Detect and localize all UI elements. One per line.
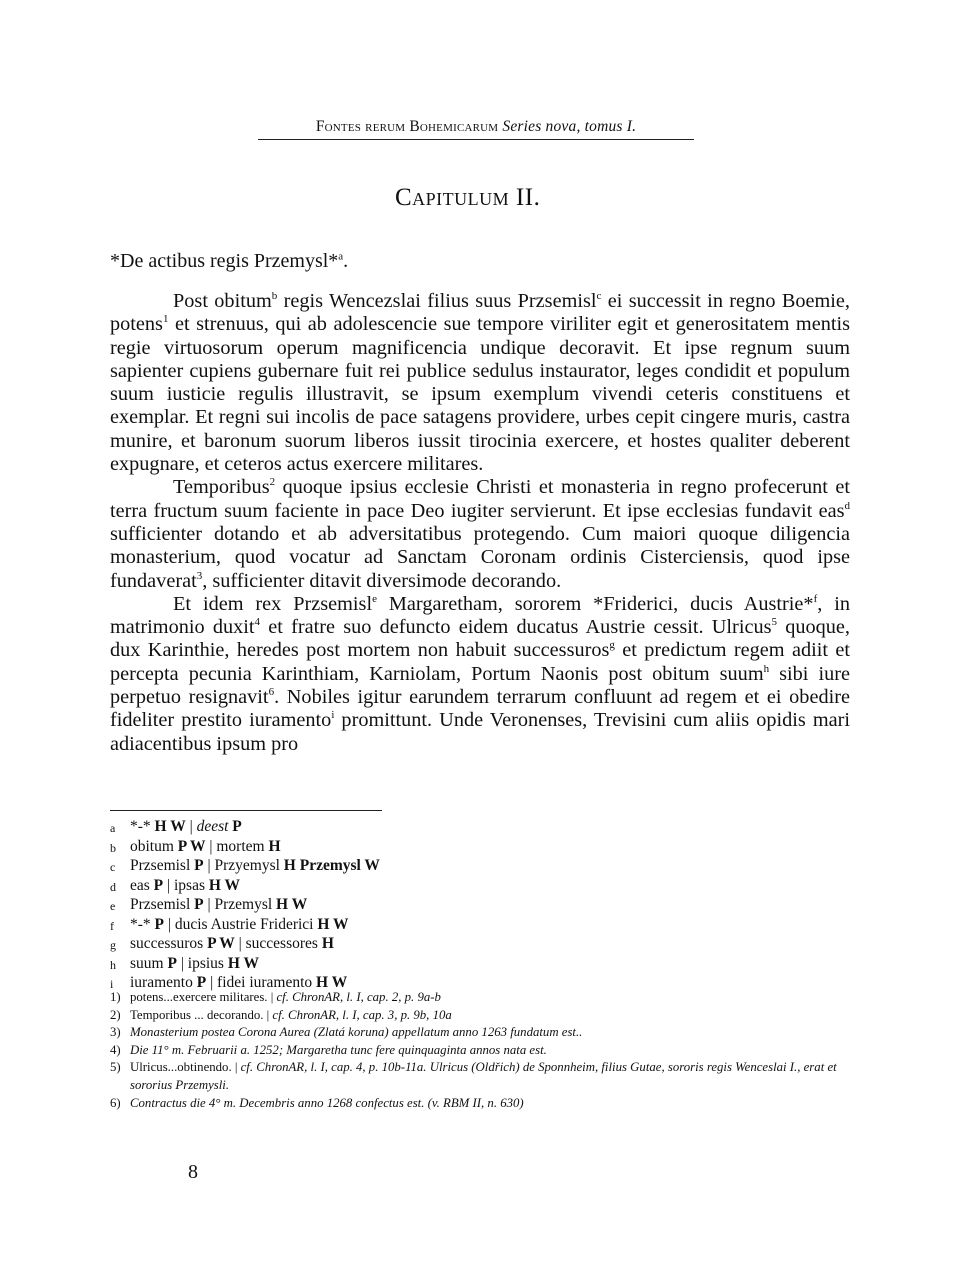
note-variant: | [185,818,197,835]
reference-body [130,989,840,1007]
note-body [130,955,259,975]
text-run: sibi iure perpetuo resignavit [110,662,850,709]
note-key: e [110,899,116,913]
header-series-volume: Series nova, tomus I. [502,118,637,135]
text-run: , in matrimonio duxit [110,592,850,639]
note-key: h [110,957,116,972]
textual-note [110,818,850,838]
note-key: i [110,977,114,991]
note-body [130,916,349,936]
note-sigla: H W [154,818,186,835]
note-sigla: H W [317,915,349,933]
note-key: f [110,918,114,933]
reference-citation: cf. ChronAR, l. I, cap. 3, p. 9b, 10a [272,1007,452,1022]
note-mark: c [596,290,602,303]
reference-note [110,1024,840,1042]
reference-lemma: potens...exercere militares. | [130,990,277,1004]
note-variant: | ipsius [176,954,228,972]
reference-body [130,1024,840,1042]
note-mark: 6 [268,686,275,699]
reference-note [110,1007,840,1025]
note-body [130,877,240,897]
note-sigla: P W [207,935,235,952]
note-sigla: P [228,818,242,835]
note-key: a [110,821,116,835]
note-sigla: P [194,896,204,913]
reference-key: 4) [110,1042,121,1057]
note-sigla: H W [227,954,259,972]
text-run: quoque ipsius ecclesie Christi et monasteria in regno profecerunt et terra fructum suum faciente in pace Deo iugiter servierunt. Et ipse ecclesias fundavit eas [110,476,850,522]
note-mark: e [372,593,377,606]
textual-note [110,916,850,936]
rubric-text: *De actibus regis Przemysl* [110,250,339,272]
note-key: g [110,938,116,952]
running-header [258,117,694,140]
note-body [130,838,281,858]
main-text [110,290,850,756]
note-sigla: P [167,954,177,972]
note-sigla: P [153,876,164,894]
text-run: Margaretham, sororem *Friderici, ducis Austrie* [376,592,814,615]
note-mark: 2 [269,476,276,489]
header-series-title: Fontes rerum Bohemicarum [315,118,499,135]
reference-note [110,989,840,1007]
note-lemma: successuros [130,935,208,952]
reference-key: 1) [110,990,121,1004]
note-mark: 4 [254,616,261,629]
reference-note [110,1095,840,1113]
note-lemma: Przsemisl [130,896,195,913]
note-sigla: H Przemysl W [283,857,380,874]
note-body [130,818,242,838]
note-key: c [110,860,116,874]
historical-notes [110,989,840,1112]
rubric-end: . [343,250,349,272]
note-sigla: H [321,935,334,952]
text-run: ei successit in regno Boemie, potens [110,290,850,336]
note-sigla: P [194,857,204,874]
reference-citation: Monasterium postea Corona Aurea (Zlatá koruna) appellatum anno 1263 fundatum est.. [130,1025,583,1040]
reference-body [130,1007,840,1025]
reference-citation: cf. ChronAR, l. I, cap. 4, p. 10b-11a. Ulricus (Oldřich) de Sponnheim, filius Gutae, sororis regis Wenceslai I., erat et sororius Przemysli. [130,1060,837,1092]
paragraph-1 [110,290,850,476]
note-key: b [110,840,116,855]
note-mark: 3 [196,569,203,582]
reference-key: 2) [110,1007,121,1022]
text-run: et predictum regem adiit et percepta pecunia Karinthiam, Karniolam, Portum Naonis post obitum suum [110,639,850,685]
textual-note [110,896,850,916]
textual-note [110,838,850,858]
note-mark: h [763,662,770,675]
reference-citation: Contractus die 4° m. Decembris anno 1268 confectus est. (v. RBM II, n. 630) [130,1095,524,1110]
text-run: et strenuus, qui ab adolescencie sue tempore viriliter egit et generositatem mentis regie virtuosorum operum magnificencia undique decoravit. Et ipse regnum suum sapienter cupiens gubernare fuit rei publice sedulus instaurator, leges condidit et populum suum iusticie regulis illustravit, se ipsum exemplum vivendi ceteris constituens et exemplar. Et regni sui incolis de pace satagens providere, urbes cepit cingere muris, castra munire, et baronum suorum liberos iussit tirocinia exercere, et hostes qualiter deberent expugnare, et ceteros actus exercere militares. [110,313,850,476]
reference-body [130,1095,840,1113]
text-run: quoque, dux Karinthie, heredes post mortem non habuit successuros [110,616,850,662]
text-run: , sufficienter ditavit diversimode decorando. [202,569,562,592]
note-body [130,896,307,916]
note-lemma: eas [130,876,154,894]
text-run: Temporibus [173,476,270,499]
reference-key: 6) [110,1095,121,1110]
note-sigla: H W [276,896,308,913]
note-mark: 5 [771,616,777,629]
textual-note [110,857,850,877]
note-variant: | mortem [205,837,269,855]
reference-body [130,1059,840,1094]
note-lemma: suum [130,954,168,972]
note-mark: f [813,593,818,606]
note-body [130,857,380,877]
note-variant: | Przyemysl [203,857,284,874]
text-run: promittunt. Unde Veronenses, Trevisini cum aliis opidis mari adiacentibus ipsum pro [110,709,850,755]
note-lemma: Przsemisl [130,857,195,874]
text-run: regis Wencezslai filius suus Przsemisl [277,290,597,312]
note-body [130,935,334,955]
note-lemma: *-* [130,818,155,835]
note-variant: | ipsas [163,876,209,894]
note-sigla: H W [208,876,241,894]
note-variant: | successores [234,935,322,952]
note-lemma: iuramento [130,974,197,991]
reference-note [110,1059,840,1094]
reference-body [130,1042,840,1060]
reference-key: 3) [110,1025,121,1040]
rubric-note-mark: a [338,250,344,263]
note-mark: i [331,709,335,722]
paragraph-2 [110,476,850,592]
textual-apparatus [110,818,850,994]
chapter-title: Capitulum II. [395,184,541,211]
text-run: et fratre suo defuncto eidem ducatus Austrie cessit. Ulricus [260,616,772,639]
text-run: Et idem rex Przsemisl [173,592,373,615]
textual-note [110,935,850,955]
note-variant: | Przemysl [203,896,277,913]
reference-citation: cf. ChronAR, l. I, cap. 2, p. 9a-b [276,990,441,1004]
textual-note [110,955,850,975]
note-mark: g [609,639,615,652]
note-mark: d [844,499,850,512]
page-number: 8 [188,1161,198,1183]
note-variant: | fidei iuramento [206,974,317,991]
paragraph-3 [110,593,850,756]
note-key: d [110,879,116,894]
note-variant: | ducis Austrie Friderici [164,915,318,933]
note-italic: deest [196,818,229,835]
note-sigla: P [154,915,165,933]
note-sigla: H [268,837,281,855]
note-mark: b [271,290,278,303]
textual-note [110,877,850,897]
rubric [110,250,348,273]
reference-citation: Die 11° m. Februarii a. 1252; Margaretha tunc fere quinquaginta annos nata est. [130,1042,547,1057]
reference-lemma: Temporibus ... decorando. | [130,1007,273,1022]
note-mark: 1 [162,313,169,326]
note-sigla: H W [316,974,348,991]
footnote-separator [110,810,382,811]
note-sigla: P [196,974,207,991]
reference-note [110,1042,840,1060]
text-run: Post obitum [173,290,272,312]
note-sigla: P W [177,837,206,855]
text-run: . Nobiles igitur earundem terrarum confluunt ad regem et ei obedire fideliter prestito iuramento [110,686,850,732]
text-run: sufficienter dotando et ab adversitatibus protegendo. Cum maiori quoque diligencia monasterium, quod vocatur ad Sanctam Coronam ordinis Cisterciensis, quod ipse fundaverat [110,522,850,592]
reference-lemma: Ulricus...obtinendo. | [130,1060,241,1075]
reference-key: 5) [110,1060,121,1075]
note-lemma: *-* [130,915,155,933]
note-lemma: obitum [130,837,178,855]
